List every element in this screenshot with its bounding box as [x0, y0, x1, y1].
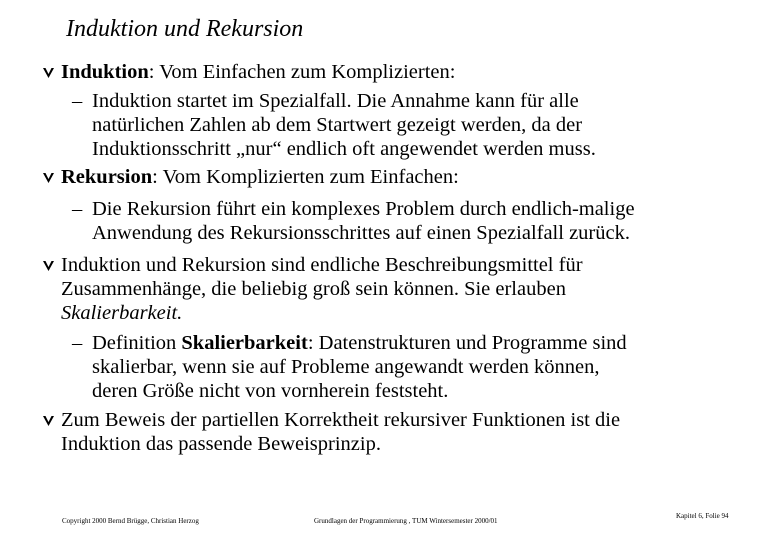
item-4-line: Induktion das passende Beweisprinzip.: [61, 433, 381, 455]
item-2-lead-text: : Vom Komplizierten zum Einfachen:: [152, 166, 459, 188]
item-3-sub-lead: [92, 331, 627, 355]
item-1-sub-line: Induktion startet im Spezialfall. Die Annahme kann für alle: [92, 90, 579, 112]
item-1-lead: [61, 60, 455, 84]
dash-marker: –: [72, 90, 83, 112]
footer-course: Grundlagen der Programmierung , TUM Wintersemester 2000/01: [314, 517, 498, 525]
dash-marker: –: [72, 332, 83, 354]
item-3-sub-term: Skalierbarkeit: [181, 332, 308, 354]
skalierbarkeit-term: Skalierbarkeit.: [61, 302, 183, 324]
item-2-term: Rekursion: [61, 166, 153, 188]
item-3-sub-lead-prefix: Definition: [92, 332, 182, 354]
item-1-sub-line: Induktionsschritt „nur“ endlich oft angewendet werden muss.: [92, 138, 596, 160]
footer-page-number: Kapitel 6, Folie 94: [676, 512, 729, 520]
item-3-line: Induktion und Rekursion sind endliche Beschreibungsmittel für: [61, 254, 583, 276]
bullet-icon: [42, 60, 55, 79]
footer-copyright: Copyright 2000 Bernd Brügge, Christian Herzog: [62, 517, 199, 525]
item-2-lead: [61, 165, 459, 189]
dash-marker: –: [72, 198, 83, 220]
item-1-term: Induktion: [61, 61, 149, 83]
item-1-sub-line: natürlichen Zahlen ab dem Startwert gezeigt werden, da der: [92, 114, 583, 136]
item-2-sub-line: Die Rekursion führt ein komplexes Problem durch endlich-malige: [92, 198, 635, 220]
bullet-icon: [42, 253, 55, 272]
item-3-sub-line: skalierbar, wenn sie auf Probleme angewandt werden können,: [92, 356, 600, 378]
bullet-icon: [42, 165, 55, 184]
item-3-italic-line: [61, 301, 182, 325]
item-3-sub-line: deren Größe nicht von vornherein feststeht.: [92, 380, 449, 402]
item-2-sub-line: Anwendung des Rekursionsschrittes auf einen Spezialfall zurück.: [92, 222, 630, 244]
item-1-lead-text: : Vom Einfachen zum Komplizierten:: [148, 61, 456, 83]
item-3-line: Zusammenhänge, die beliebig groß sein können. Sie erlauben: [61, 278, 566, 300]
slide-title: Induktion und Rekursion: [66, 16, 304, 42]
item-3-sub-lead-text: : Datenstrukturen und Programme sind: [307, 332, 627, 354]
item-4-line: Zum Beweis der partiellen Korrektheit rekursiver Funktionen ist die: [61, 409, 621, 431]
bullet-icon: [42, 408, 55, 427]
